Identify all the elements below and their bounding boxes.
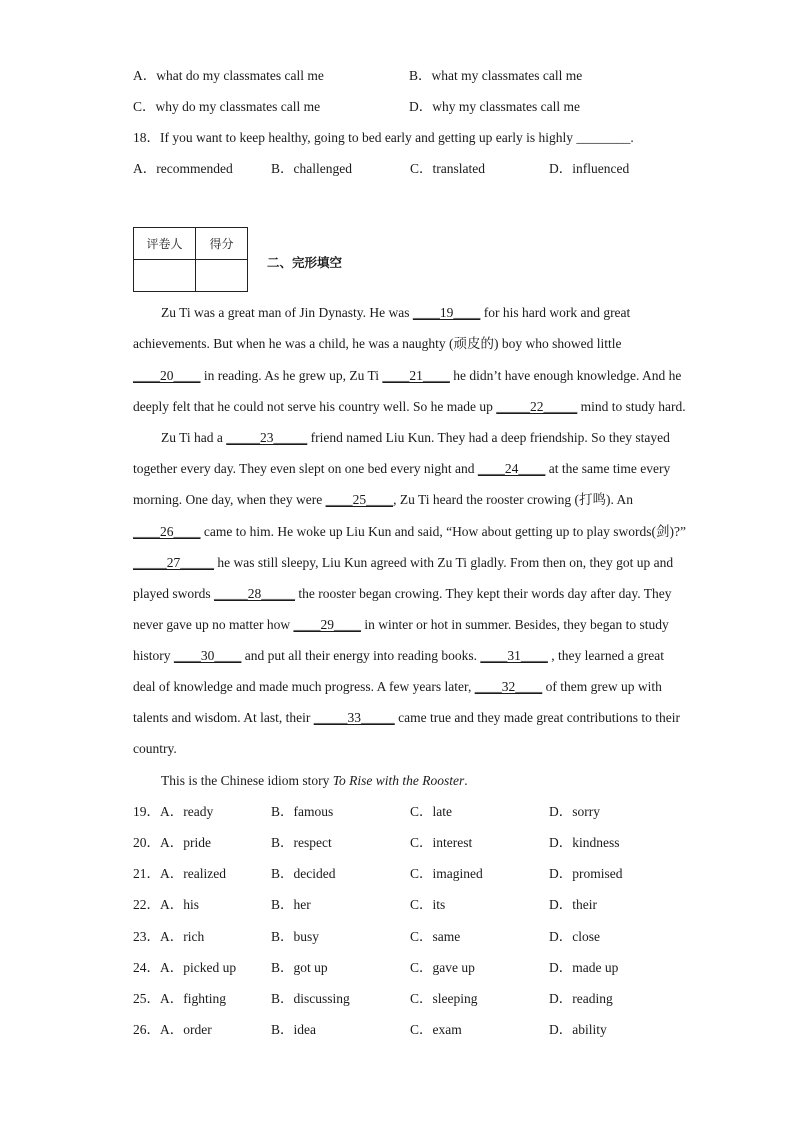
passage-line-16 (161, 771, 741, 791)
text: , they learned a great (547, 648, 665, 663)
text: . (464, 773, 468, 788)
question-number: 26． (133, 1022, 160, 1037)
option-b[interactable]: B．respect (271, 835, 332, 850)
q17-option-d: D．why my classmates call me (409, 99, 580, 114)
text: mind to study hard. (577, 399, 686, 414)
text: talents and wisdom. At last, their (133, 710, 314, 725)
passage-line-7 (133, 490, 713, 510)
option-b[interactable]: B．famous (271, 804, 334, 819)
option-a[interactable]: A．rich (160, 929, 205, 944)
score-label: 得分 (196, 228, 248, 260)
option-b[interactable]: B．decided (271, 866, 336, 881)
passage-line-3 (133, 366, 713, 386)
question-number: 22． (133, 897, 160, 912)
text: , Zu Ti heard the rooster crowing (打鸣). An (393, 492, 634, 507)
question-number: 21． (133, 866, 160, 881)
passage-line-8 (133, 522, 713, 542)
passage-line-6 (133, 459, 713, 479)
grader-label: 评卷人 (134, 228, 196, 260)
text: came to him. He woke up Liu Kun and said, “How about getting up to play swords(剑)?” (200, 524, 687, 539)
text: history (133, 648, 174, 663)
text: country. (133, 741, 177, 756)
blank-33[interactable]: _____33_____ (313, 710, 395, 725)
question-number: 20． (133, 835, 160, 850)
question-number: 19． (133, 804, 160, 819)
option-c[interactable]: C．gave up (410, 960, 475, 975)
blank-29[interactable]: ____29____ (293, 617, 361, 632)
text: in winter or hot in summer. Besides, they began to study (360, 617, 669, 632)
q18-option-c: C．translated (410, 161, 485, 176)
blank-25[interactable]: ____25____ (325, 492, 394, 507)
option-b[interactable]: B．got up (271, 960, 328, 975)
option-a[interactable]: A．pride (160, 835, 211, 850)
q18-stem: 18．If you want to keep healthy, going to bed early and getting up early is highly ________. (133, 130, 634, 145)
text: of them grew up with (542, 679, 662, 694)
text: achievements. But when he was a child, he was a naughty (顽皮的) boy who showed little (133, 336, 622, 351)
passage-line-13 (133, 677, 713, 697)
option-d[interactable]: D．made up (549, 960, 619, 975)
blank-23[interactable]: _____23_____ (226, 430, 308, 445)
text: in reading. As he grew up, Zu Ti (200, 368, 383, 383)
question-number: 23． (133, 929, 160, 944)
option-d[interactable]: D．reading (549, 991, 613, 1006)
option-b[interactable]: B．her (271, 897, 311, 912)
option-d[interactable]: D．close (549, 929, 600, 944)
option-c[interactable]: C．interest (410, 835, 473, 850)
option-d[interactable]: D．kindness (549, 835, 620, 850)
grader-cell[interactable] (134, 260, 196, 292)
blank-31[interactable]: ____31____ (480, 648, 548, 663)
option-a[interactable]: A．his (160, 897, 200, 912)
option-a[interactable]: A．ready (160, 804, 214, 819)
passage-line-5 (161, 428, 741, 448)
option-a[interactable]: A．picked up (160, 960, 237, 975)
option-d[interactable]: D．their (549, 897, 597, 912)
text: the rooster began crowing. They kept their words day after day. They (295, 586, 672, 601)
blank-30[interactable]: ____30____ (173, 648, 242, 663)
blank-20[interactable]: ____20____ (133, 368, 201, 383)
text: Zu Ti was a great man of Jin Dynasty. He was (161, 305, 413, 320)
option-c[interactable]: C．imagined (410, 866, 483, 881)
option-c[interactable]: C．exam (410, 1022, 462, 1037)
blank-32[interactable]: ____32____ (474, 679, 543, 694)
option-d[interactable]: D．ability (549, 1022, 607, 1037)
blank-27[interactable]: _____27_____ (133, 555, 214, 570)
option-c[interactable]: C．sleeping (410, 991, 478, 1006)
text: and put all their energy into reading books. (241, 648, 481, 663)
option-c[interactable]: C．its (410, 897, 446, 912)
passage-line-15 (133, 739, 713, 759)
option-d[interactable]: D．promised (549, 866, 623, 881)
text: deeply felt that he could not serve his country well. So he made up (133, 399, 497, 414)
text: he was still sleepy, Liu Kun agreed with Zu Ti gladly. From then on, they got up and (214, 555, 674, 570)
option-b[interactable]: B．discussing (271, 991, 350, 1006)
text: came true and they made great contributions to their (394, 710, 681, 725)
option-b[interactable]: B．busy (271, 929, 320, 944)
option-b[interactable]: B．idea (271, 1022, 316, 1037)
blank-21[interactable]: ____21____ (382, 368, 450, 383)
blank-19[interactable]: ____19____ (412, 305, 481, 320)
q17-option-a: A．what do my classmates call me (133, 68, 324, 83)
option-c[interactable]: C．same (410, 929, 461, 944)
text: together every day. They even slept on one bed every night and (133, 461, 478, 476)
text: Zu Ti had a (161, 430, 227, 445)
passage-line-4 (133, 397, 713, 417)
option-a[interactable]: A．fighting (160, 991, 226, 1006)
blank-28[interactable]: _____28_____ (214, 586, 295, 601)
text: morning. One day, when they were (133, 492, 326, 507)
passage-line-9 (133, 553, 713, 573)
blank-24[interactable]: ____24____ (477, 461, 546, 476)
score-table (133, 227, 248, 292)
question-number: 25． (133, 991, 160, 1006)
text: for his hard work and great (480, 305, 631, 320)
q17-option-c: C．why do my classmates call me (133, 99, 321, 114)
score-cell[interactable] (196, 260, 248, 292)
q18-option-a: A．recommended (133, 161, 233, 176)
passage-line-14 (133, 708, 713, 728)
text: This is the Chinese idiom story (161, 773, 333, 788)
text: at the same time every (545, 461, 671, 476)
text: friend named Liu Kun. They had a deep friendship. So they stayed (307, 430, 670, 445)
blank-26[interactable]: ____26____ (133, 524, 201, 539)
idiom-title: To Rise with the Rooster (332, 773, 465, 788)
passage-line-2 (133, 334, 713, 354)
q18-option-b: B．challenged (271, 161, 352, 176)
text: never gave up no matter how (133, 617, 294, 632)
section-title: 二、完形填空 (267, 255, 343, 270)
option-a[interactable]: A．realized (160, 866, 226, 881)
question-number: 24． (133, 960, 160, 975)
passage-line-12 (133, 646, 713, 666)
text: played swords (133, 586, 214, 601)
option-d[interactable]: D．sorry (549, 804, 600, 819)
q18-option-d: D．influenced (549, 161, 630, 176)
text: deal of knowledge and made much progress. A few years later, (133, 679, 475, 694)
option-c[interactable]: C．late (410, 804, 452, 819)
passage-line-1 (161, 303, 741, 323)
passage-line-11 (133, 615, 713, 635)
text: he didn’t have enough knowledge. And he (449, 368, 682, 383)
q17-option-b: B．what my classmates call me (409, 68, 583, 83)
option-a[interactable]: A．order (160, 1022, 212, 1037)
blank-22[interactable]: _____22_____ (496, 399, 578, 414)
passage-line-10 (133, 584, 713, 604)
